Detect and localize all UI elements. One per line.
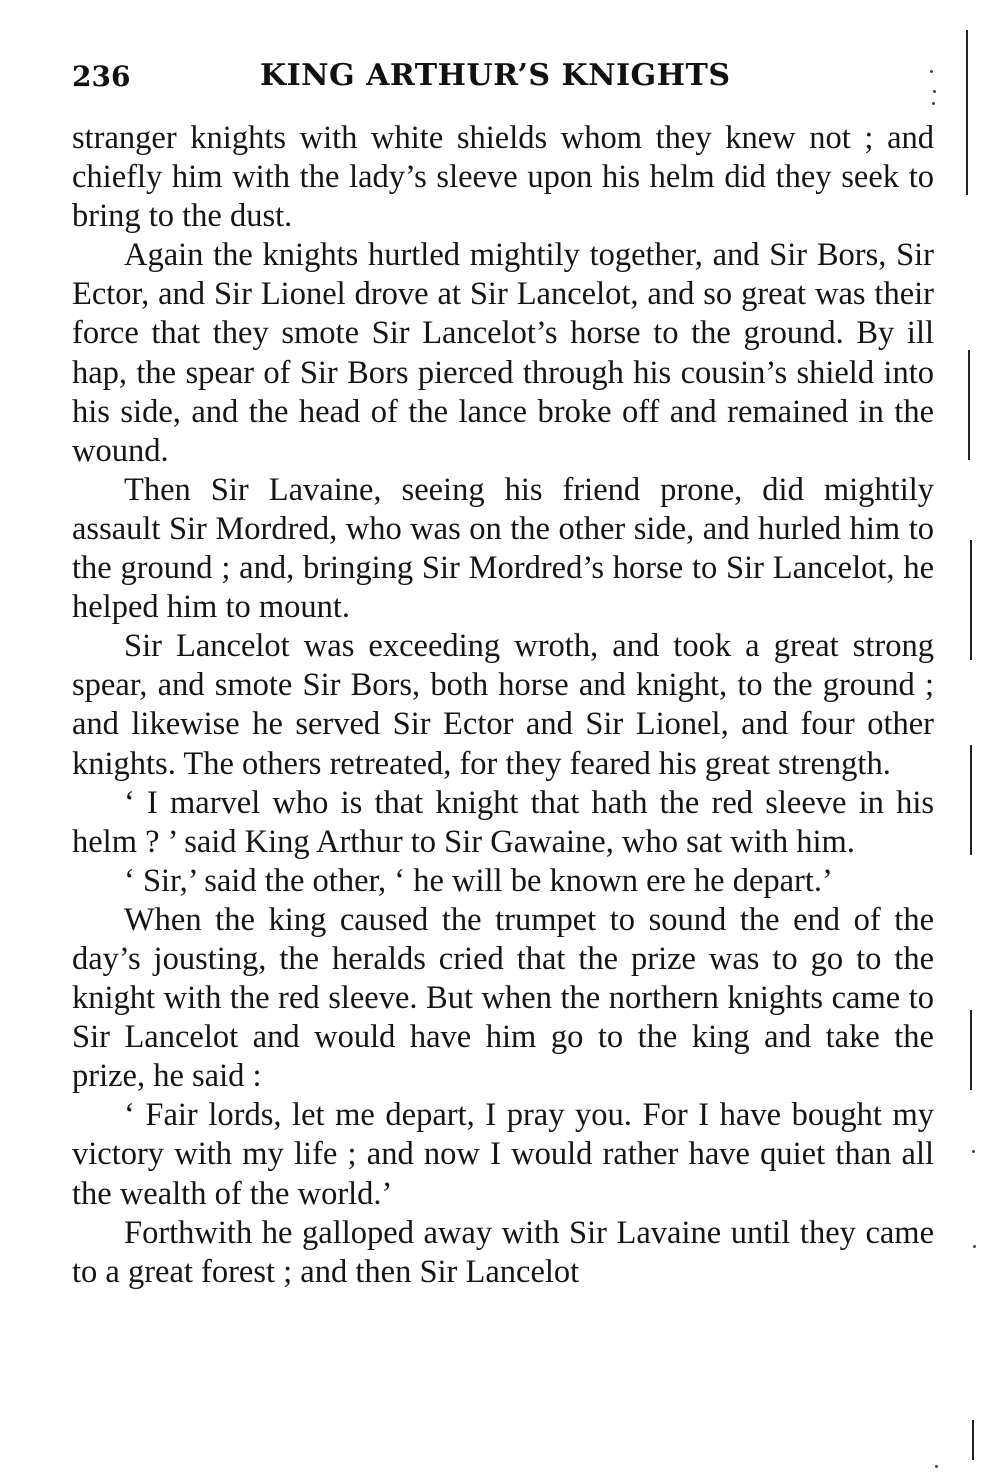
body-text — [72, 119, 934, 1292]
paragraph: Then Sir Lavaine, seeing his friend prone, did mightily assault Sir Mordred, who was on the other side, and hurled him to the ground ; and, bringing Sir Mordred’s horse to Sir Lancelot, he helped him to mount. — [72, 471, 934, 626]
scan-speck — [930, 70, 933, 73]
scan-speck — [935, 1465, 938, 1468]
scan-edge-mark — [970, 1010, 972, 1090]
scan-edge-mark — [970, 745, 972, 855]
paragraph: Forthwith he galloped away with Sir Lavaine until they came to a great forest ; and then Sir Lancelot — [72, 1214, 934, 1290]
scan-speck — [933, 90, 936, 93]
scan-speck — [972, 1150, 975, 1153]
page-number: 236 — [72, 60, 131, 93]
paragraph: Again the knights hurtled mightily together, and Sir Bors, Sir Ector, and Sir Lionel drove at Sir Lancelot, and so great was their force that they smote Sir Lancelot’s horse to the ground. By ill hap, the spear of Sir Bors pierced through his cousin’s shield into his side, and the head of the lance broke off and remained in the wound. — [72, 237, 934, 469]
paragraph-continuation: stranger knights with white shields whom they knew not ; and chiefly him with the lady’s sleeve upon his helm did they seek to bring to the dust. — [72, 120, 934, 235]
running-title: KING ARTHUR’S KNIGHTS — [260, 58, 731, 93]
paragraph: ‘ Sir,’ said the other, ‘ he will be known ere he depart.’ — [124, 862, 833, 899]
paragraph: ‘ I marvel who is that knight that hath the red sleeve in his helm ? ’ said King Arthur to Sir Gawaine, who sat with him. — [72, 784, 934, 860]
scan-edge-mark — [972, 1420, 974, 1460]
scan-edge-mark — [966, 30, 968, 195]
scan-speck — [932, 102, 935, 105]
paragraph: When the king caused the trumpet to sound the end of the day’s jousting, the heralds cried that the prize was to go to the knight with the red sleeve. But when the northern knights came to Sir Lancelot and would have him go to the king and take the prize, he said : — [72, 901, 934, 1095]
scan-speck — [973, 1245, 976, 1248]
paragraph: ‘ Fair lords, let me depart, I pray you. For I have bought my victory with my life ; and now I would rather have quiet than all the wealth of the world.’ — [72, 1097, 934, 1212]
page-header — [72, 54, 932, 104]
paragraph: Sir Lancelot was exceeding wroth, and took a great strong spear, and smote Sir Bors, both horse and knight, to the ground ; and likewise he served Sir Ector and Sir Lionel, and four other knights. The others retreated, for they feared his great strength. — [72, 628, 934, 782]
scan-edge-mark — [968, 350, 970, 460]
scan-edge-mark — [970, 540, 972, 660]
